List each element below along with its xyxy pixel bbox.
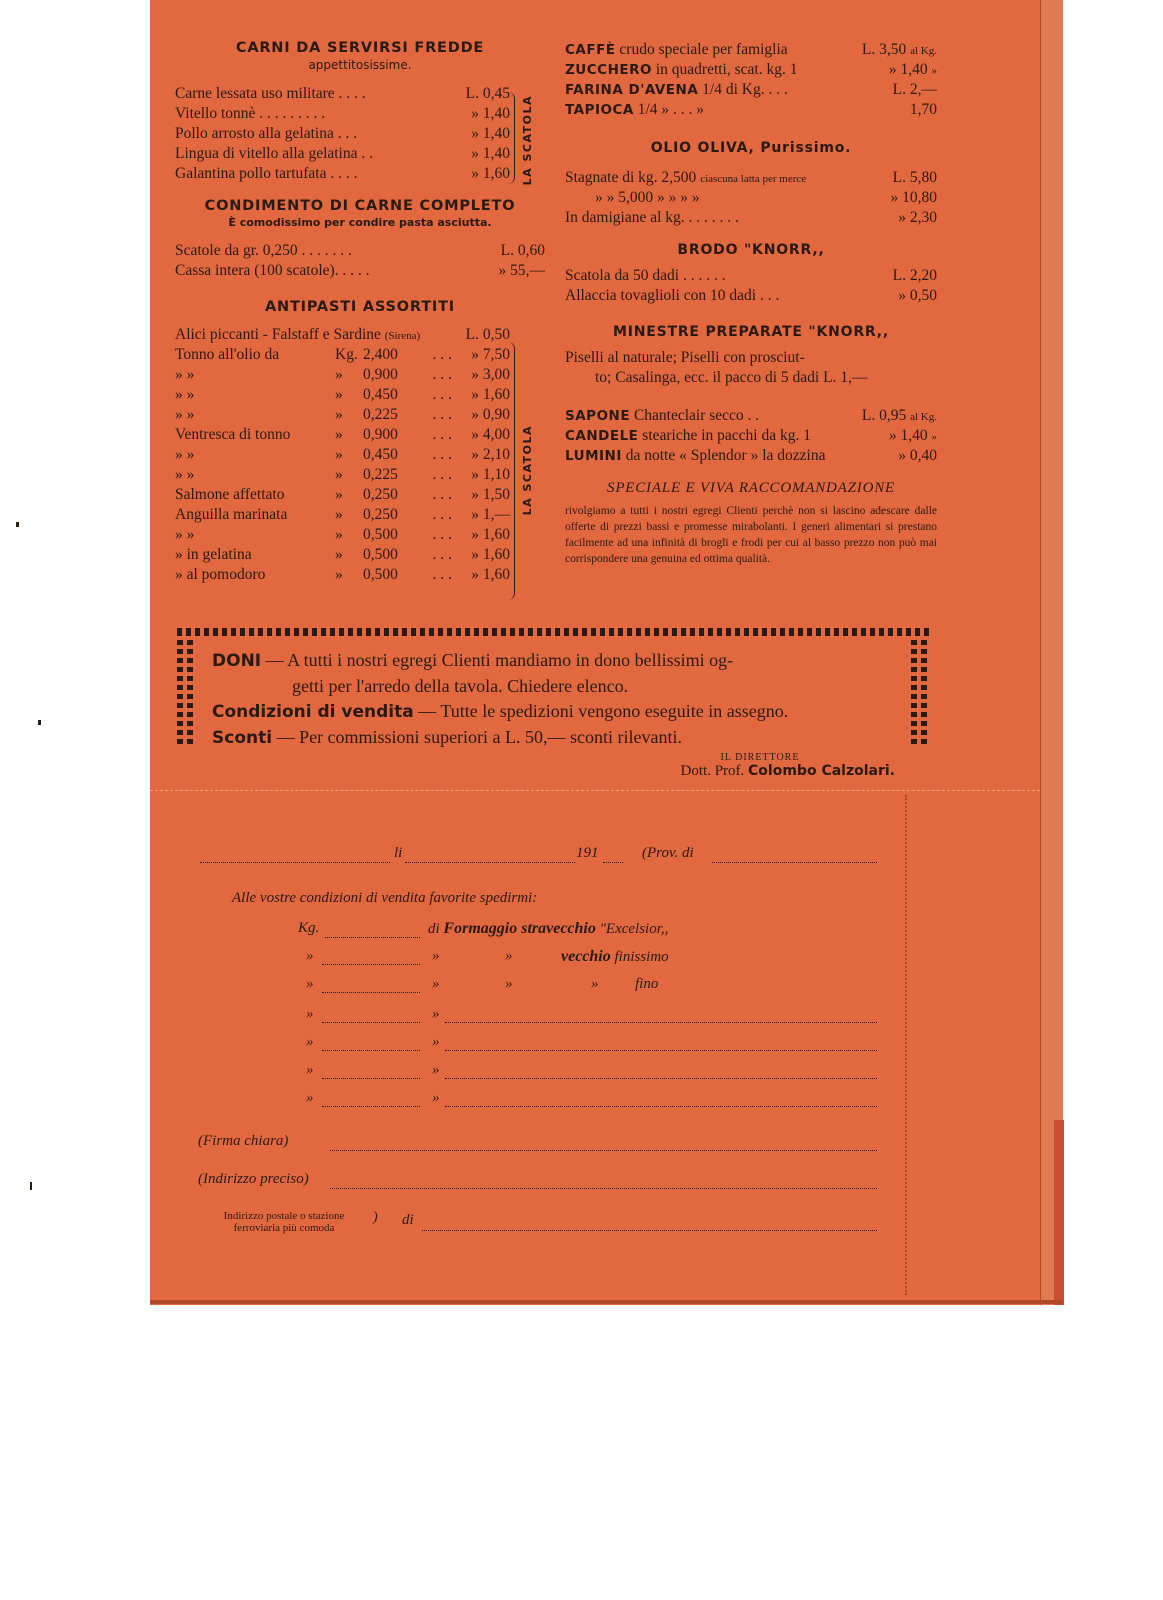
formaggio-label: Formaggio stravecchio bbox=[443, 920, 596, 937]
item-note: al Kg. bbox=[910, 45, 937, 57]
ditto-8: » bbox=[306, 1006, 314, 1022]
brodo-title: BRODO "KNORR,, bbox=[677, 242, 825, 258]
item-name: Lingua di vitello alla gelatina . . bbox=[175, 145, 373, 162]
list-item bbox=[175, 445, 510, 465]
item-name: Tonno all'olio da bbox=[175, 346, 280, 363]
prov-field[interactable] bbox=[712, 862, 877, 863]
item-qty: 0,500 bbox=[363, 566, 398, 583]
item-qty: 0,500 bbox=[363, 546, 398, 563]
item-name: » » 5,000 » » » » bbox=[595, 189, 700, 206]
firma-field[interactable] bbox=[330, 1150, 877, 1151]
list-item bbox=[175, 241, 545, 261]
box-border-right bbox=[911, 640, 917, 745]
item-price: L. 0,60 bbox=[500, 242, 545, 259]
kg-field-7[interactable] bbox=[322, 1106, 420, 1107]
item-dots: . . . bbox=[432, 466, 452, 483]
postale-label bbox=[198, 1210, 370, 1234]
item-name: Scatola da 50 dadi . . . . . . bbox=[565, 267, 726, 284]
product-field-4[interactable] bbox=[445, 1022, 877, 1023]
list-item bbox=[175, 365, 510, 385]
item-name: Ventresca di tonno bbox=[175, 426, 291, 443]
bottom-products bbox=[565, 406, 937, 466]
li-label: li bbox=[394, 845, 403, 861]
item-name: » » bbox=[175, 366, 195, 383]
sheet-folded-edge-lower bbox=[1054, 1120, 1064, 1305]
item-price: » 1,40 bbox=[471, 145, 510, 162]
tear-line bbox=[150, 790, 1040, 791]
list-item bbox=[175, 465, 510, 485]
item-unit: » bbox=[335, 506, 343, 523]
minestre-line-2: to; Casalinga, ecc. il pacco di 5 dadi L. 1,— bbox=[595, 369, 868, 386]
item-qty: 0,900 bbox=[363, 426, 398, 443]
item-unit: » bbox=[335, 486, 343, 503]
item-note: (Sirena) bbox=[384, 330, 421, 342]
list-item bbox=[175, 505, 510, 525]
sconti-line bbox=[212, 725, 902, 751]
box-border-left-inner bbox=[187, 640, 193, 745]
di-text: di bbox=[428, 921, 440, 937]
item-dots: . . . bbox=[432, 366, 452, 383]
item-unit: » bbox=[335, 426, 343, 443]
brodo-list bbox=[565, 266, 937, 306]
item-dots: . . . bbox=[432, 346, 452, 363]
raccomandazione-text: rivolgiamo a tutti i nostri egregi Clienti perchè non si lascino adescare dalle offerte di prezzi bassi e promesse mirabolanti. I generi alimentari si prestano facilmente ad una infinità di brogli e frodi per cui al basso prezzo non può mai corrispondere una genuina ed ottima qualità. bbox=[565, 505, 937, 565]
item-price: » 1,10 bbox=[471, 466, 510, 483]
item-name: » » bbox=[175, 526, 195, 543]
item-dots: . . . bbox=[432, 486, 452, 503]
kg-field-1[interactable] bbox=[325, 937, 420, 938]
postale-di-label: di bbox=[402, 1212, 414, 1228]
condizioni-text: — Tutte le spedizioni vengono eseguite in assegno. bbox=[418, 701, 789, 721]
margin-mark bbox=[30, 1182, 32, 1190]
item-price: » 7,50 bbox=[471, 346, 510, 363]
item-category: CAFFÈ bbox=[565, 42, 616, 58]
antipasti-rows bbox=[175, 345, 510, 585]
finissimo-label: finissimo bbox=[614, 949, 669, 965]
condimento-title: CONDIMENTO DI CARNE COMPLETO bbox=[204, 198, 516, 214]
list-item bbox=[175, 345, 510, 365]
condizioni-line bbox=[212, 699, 902, 725]
excelsior-label: "Excelsior,, bbox=[599, 921, 669, 937]
month-field[interactable] bbox=[405, 862, 575, 863]
item-name: Anguilla marinata bbox=[175, 506, 288, 523]
product-field-5[interactable] bbox=[445, 1050, 877, 1051]
item-price: 1,70 bbox=[909, 101, 937, 118]
item-price: » 1,60 bbox=[471, 165, 510, 182]
item-price: » 2,10 bbox=[471, 446, 510, 463]
item-category: ZUCCHERO bbox=[565, 62, 652, 78]
item-dots: . . . bbox=[432, 426, 452, 443]
item-name: » » bbox=[175, 406, 195, 423]
antipasti-list bbox=[175, 325, 510, 345]
item-price: L. 5,80 bbox=[892, 169, 937, 186]
item-note: ciascuna latta per merce bbox=[700, 173, 807, 185]
minestre-line-1: Piselli al naturale; Piselli con prosciut- bbox=[565, 349, 805, 366]
item-unit: » bbox=[335, 406, 343, 423]
item-name: Cassa intera (100 scatole). . . . . bbox=[175, 262, 370, 279]
carni-side-label: LA SCATOLA bbox=[521, 95, 534, 186]
item-name: Galantina pollo tartufata . . . . bbox=[175, 165, 358, 182]
item-category: SAPONE bbox=[565, 408, 631, 424]
right-column bbox=[565, 40, 937, 567]
item-price: » 0,90 bbox=[471, 406, 510, 423]
item-name: Chanteclair secco . . bbox=[633, 407, 760, 424]
product-field-7[interactable] bbox=[445, 1106, 877, 1107]
conditions-box bbox=[212, 648, 902, 751]
item-price: » 0,40 bbox=[898, 447, 937, 464]
ditto-6: » bbox=[505, 976, 513, 992]
item-note: » bbox=[931, 431, 937, 443]
item-dots: . . . bbox=[432, 506, 452, 523]
item-dots: . . . bbox=[432, 566, 452, 583]
kg-label: Kg. bbox=[298, 920, 320, 936]
item-name: crudo speciale per famiglia bbox=[619, 41, 788, 58]
list-item bbox=[175, 525, 510, 545]
indirizzo-field[interactable] bbox=[330, 1188, 877, 1189]
list-item bbox=[565, 40, 937, 60]
item-name: » al pomodoro bbox=[175, 566, 266, 583]
item-name: Vitello tonnè . . . . . . . . . bbox=[175, 105, 326, 122]
list-item bbox=[175, 124, 510, 144]
ditto-2: » bbox=[432, 948, 440, 964]
list-item bbox=[175, 325, 510, 345]
perforation bbox=[905, 795, 907, 1295]
item-unit: » bbox=[335, 546, 343, 563]
list-item bbox=[565, 208, 937, 228]
item-qty: 0,450 bbox=[363, 446, 398, 463]
item-name: da notte « Splendor » la dozzina bbox=[625, 447, 826, 464]
ditto-4: » bbox=[306, 976, 314, 992]
sconti-text: — Per commissioni superiori a L. 50,— sconti rilevanti. bbox=[276, 727, 683, 747]
list-item bbox=[175, 164, 510, 184]
list-item bbox=[565, 168, 937, 188]
vecchio-label: vecchio bbox=[561, 948, 611, 965]
item-name: Alici piccanti - Falstaff e Sardine bbox=[175, 326, 381, 343]
item-price: » 4,00 bbox=[471, 426, 510, 443]
item-price: » 1,40 bbox=[888, 427, 928, 444]
kg-field-3[interactable] bbox=[322, 992, 420, 993]
kg-field-6[interactable] bbox=[322, 1078, 420, 1079]
item-price: » 0,50 bbox=[898, 287, 937, 304]
item-price: » 1,60 bbox=[471, 546, 510, 563]
item-price: L. 2,— bbox=[892, 81, 937, 98]
item-category: CANDELE bbox=[565, 428, 639, 444]
year-field[interactable] bbox=[603, 862, 623, 863]
item-unit: » bbox=[335, 526, 343, 543]
item-name: Stagnate di kg. 2,500 bbox=[565, 169, 697, 186]
sheet-bottom-edge bbox=[150, 1300, 1062, 1304]
ditto-13: » bbox=[432, 1062, 440, 1078]
item-qty: 0,450 bbox=[363, 386, 398, 403]
sheet-folded-edge bbox=[1040, 0, 1063, 1305]
doni-label: DONI bbox=[212, 651, 262, 671]
doni-line bbox=[212, 648, 902, 674]
olio-list bbox=[565, 168, 937, 228]
list-item bbox=[565, 100, 937, 120]
top-products bbox=[565, 40, 937, 120]
kg-field-5[interactable] bbox=[322, 1050, 420, 1051]
item-category: LUMINI bbox=[565, 448, 622, 464]
list-item bbox=[175, 261, 545, 281]
carni-title: CARNI DA SERVIRSI FREDDE bbox=[235, 40, 485, 56]
order-intro: Alle vostre condizioni di vendita favorite spedirmi: bbox=[232, 890, 538, 906]
postale-bracket: ) bbox=[373, 1210, 378, 1225]
signature-name-line bbox=[625, 763, 895, 780]
item-qty: 0,225 bbox=[363, 466, 398, 483]
item-unit: » bbox=[335, 366, 343, 383]
ditto-5: » bbox=[432, 976, 440, 992]
item-name: 1/4 » . . . » bbox=[637, 101, 705, 118]
doni-line-2: getti per l'arredo della tavola. Chiedere elenco. bbox=[292, 676, 629, 696]
item-qty: 0,250 bbox=[363, 486, 398, 503]
item-price: » 1,60 bbox=[471, 526, 510, 543]
list-item bbox=[175, 485, 510, 505]
item-dots: . . . bbox=[432, 446, 452, 463]
item-price: L. 0,95 bbox=[861, 407, 907, 424]
ditto-10: » bbox=[306, 1034, 314, 1050]
item-price: L. 0,45 bbox=[465, 85, 510, 102]
item-price: » 1,40 bbox=[471, 105, 510, 122]
list-item bbox=[175, 144, 510, 164]
signature-title: IL DIRETTORE bbox=[720, 752, 800, 763]
ditto-12: » bbox=[306, 1062, 314, 1078]
sconti-label: Sconti bbox=[212, 728, 273, 748]
vecchio-finissimo bbox=[561, 948, 669, 966]
item-price: L. 0,50 bbox=[465, 326, 510, 343]
box-border-left bbox=[177, 640, 183, 745]
item-name: Pollo arrosto alla gelatina . . . bbox=[175, 125, 358, 142]
item-dots: . . . bbox=[432, 546, 452, 563]
list-item bbox=[175, 425, 510, 445]
item-unit: » bbox=[335, 446, 343, 463]
ditto-15: » bbox=[432, 1090, 440, 1106]
item-price: » 10,80 bbox=[890, 189, 937, 206]
list-item bbox=[565, 446, 937, 466]
list-item bbox=[175, 104, 510, 124]
raccomandazione-title: SPECIALE E VIVA RACCOMANDAZIONE bbox=[607, 480, 895, 496]
condizioni-label: Condizioni di vendita bbox=[212, 702, 414, 722]
kg-field-2[interactable] bbox=[322, 964, 420, 965]
list-item bbox=[175, 405, 510, 425]
di-label bbox=[428, 920, 668, 938]
antipasti-title: ANTIPASTI ASSORTITI bbox=[264, 299, 455, 315]
carni-list bbox=[175, 84, 510, 184]
kg-field-4[interactable] bbox=[322, 1022, 420, 1023]
signature-name: Colombo Calzolari. bbox=[748, 763, 895, 779]
item-dots: . . . bbox=[432, 526, 452, 543]
item-qty: 0,500 bbox=[363, 526, 398, 543]
item-unit: » bbox=[335, 466, 343, 483]
firma-label: (Firma chiara) bbox=[198, 1133, 289, 1149]
item-price: » 1,50 bbox=[471, 486, 510, 503]
olio-title: OLIO OLIVA, Purissimo. bbox=[650, 140, 852, 156]
item-name: in quadretti, scat. kg. 1 bbox=[655, 61, 798, 78]
list-item bbox=[175, 545, 510, 565]
signature bbox=[625, 752, 895, 780]
list-item bbox=[175, 565, 510, 585]
date-field[interactable] bbox=[200, 862, 390, 863]
indirizzo-label: (Indirizzo preciso) bbox=[198, 1171, 309, 1187]
list-item bbox=[565, 60, 937, 80]
year-label: 191 bbox=[576, 845, 599, 861]
ditto-11: » bbox=[432, 1034, 440, 1050]
item-price: » 1,60 bbox=[471, 386, 510, 403]
item-price: L. 2,20 bbox=[892, 267, 937, 284]
antipasti-side-label: LA SCATOLA bbox=[521, 425, 534, 516]
item-price: » 1,40 bbox=[471, 125, 510, 142]
ditto-14: » bbox=[306, 1090, 314, 1106]
fino-label: fino bbox=[635, 976, 659, 992]
carni-subtitle: appettitosissime. bbox=[308, 58, 412, 72]
margin-mark bbox=[38, 720, 41, 725]
margin-mark bbox=[16, 522, 19, 527]
item-dots: . . . bbox=[432, 386, 452, 403]
item-qty: 0,250 bbox=[363, 506, 398, 523]
list-item bbox=[565, 188, 937, 208]
list-item bbox=[175, 385, 510, 405]
box-border-right-inner bbox=[921, 640, 927, 745]
item-name: Scatole da gr. 0,250 . . . . . . . bbox=[175, 242, 352, 259]
item-name: steariche in pacchi da kg. 1 bbox=[642, 427, 811, 444]
item-name: Allaccia tovaglioli con 10 dadi . . . bbox=[565, 287, 780, 304]
item-name: 1/4 di Kg. . . . bbox=[702, 81, 788, 98]
item-name: » » bbox=[175, 466, 195, 483]
list-item bbox=[565, 80, 937, 100]
antipasti-brace bbox=[508, 342, 515, 600]
condimento-subtitle: È comodissimo per condire pasta asciutta. bbox=[228, 216, 492, 229]
left-column bbox=[175, 40, 545, 585]
item-price: » 55,— bbox=[498, 262, 545, 279]
condimento-list bbox=[175, 241, 545, 281]
item-price: » 1,— bbox=[471, 506, 510, 523]
postale-line-1: Indirizzo postale o stazione bbox=[223, 1210, 345, 1222]
item-unit: » bbox=[335, 386, 343, 403]
item-price: » 1,60 bbox=[471, 566, 510, 583]
carni-brace bbox=[508, 92, 515, 184]
doni-text: — A tutti i nostri egregi Clienti mandiamo in dono bellissimi og- bbox=[265, 650, 734, 670]
item-category: FARINA D'AVENA bbox=[565, 82, 699, 98]
item-unit: Kg. bbox=[335, 346, 358, 363]
ditto-9: » bbox=[432, 1006, 440, 1022]
item-price: » 3,00 bbox=[471, 366, 510, 383]
item-qty: 0,225 bbox=[363, 406, 398, 423]
postale-field[interactable] bbox=[422, 1230, 877, 1231]
list-item bbox=[175, 84, 510, 104]
item-category: TAPIOCA bbox=[565, 102, 634, 118]
item-qty: 2,400 bbox=[363, 346, 398, 363]
item-name: » » bbox=[175, 386, 195, 403]
item-note: » bbox=[931, 65, 937, 77]
item-name: Carne lessata uso militare . . . . bbox=[175, 85, 366, 102]
postale-line-2: ferroviaria più comoda bbox=[233, 1222, 335, 1234]
box-border-top bbox=[177, 628, 929, 636]
item-name: » in gelatina bbox=[175, 546, 252, 563]
signature-prefix: Dott. Prof. bbox=[680, 763, 745, 779]
item-name: In damigiane al kg. . . . . . . . bbox=[565, 209, 739, 226]
item-name: Salmone affettato bbox=[175, 486, 285, 503]
item-price: » 1,40 bbox=[888, 61, 928, 78]
ditto-7: » bbox=[591, 976, 599, 992]
item-note: al Kg. bbox=[910, 411, 937, 423]
product-field-6[interactable] bbox=[445, 1078, 877, 1079]
item-name: » » bbox=[175, 446, 195, 463]
ditto-1: » bbox=[306, 948, 314, 964]
item-unit: » bbox=[335, 566, 343, 583]
minestre-title: MINESTRE PREPARATE "KNORR,, bbox=[612, 324, 890, 340]
prov-label: (Prov. di bbox=[642, 845, 694, 861]
list-item bbox=[565, 286, 937, 306]
list-item bbox=[565, 266, 937, 286]
item-price: L. 3,50 bbox=[861, 41, 907, 58]
list-item bbox=[565, 426, 937, 446]
item-dots: . . . bbox=[432, 406, 452, 423]
item-price: » 2,30 bbox=[898, 209, 937, 226]
item-qty: 0,900 bbox=[363, 366, 398, 383]
list-item bbox=[565, 406, 937, 426]
ditto-3: » bbox=[505, 948, 513, 964]
